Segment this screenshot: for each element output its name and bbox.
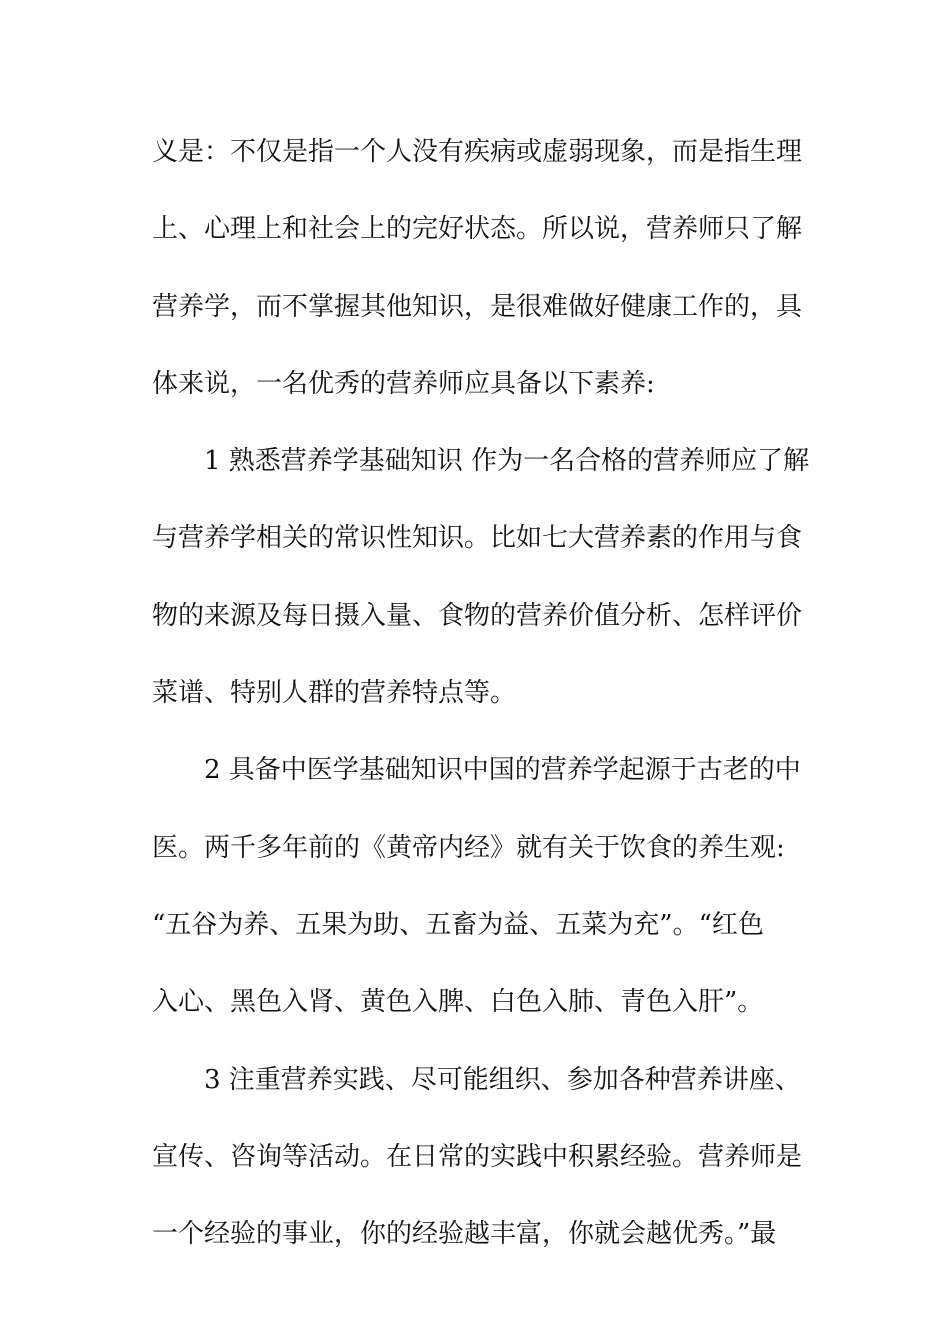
text-line: 上、心理上和社会上的完好状态。所以说，营养师只了解	[152, 214, 803, 245]
text-line: 菜谱、特别人群的营养特点等。	[152, 678, 517, 709]
text-line: 宣传、咨询等活动。在日常的实践中积累经验。营养师是	[152, 1141, 803, 1172]
body-text	[152, 124, 812, 1283]
text-line: 1 熟悉营养学基础知识 作为一名合格的营养师应了解	[204, 446, 810, 477]
text-line: 体来说，一名优秀的营养师应具备以下素养:	[152, 368, 655, 399]
text-line: 入心、黑色入肾、黄色入脾、白色入肺、青色入肝”。	[152, 987, 764, 1018]
text-line: 2 具备中医学基础知识中国的营养学起源于古老的中	[204, 755, 801, 786]
text-line: 与营养学相关的常识性知识。比如七大营养素的作用与食	[152, 523, 803, 554]
text-line: 医。两千多年前的《黄帝内经》就有关于饮食的养生观:	[152, 832, 785, 863]
text-line: 物的来源及每日摄入量、食物的营养价值分析、怎样评价	[152, 600, 803, 631]
text-line: 一个经验的事业，你的经验越丰富，你就会越优秀。”最	[152, 1219, 777, 1250]
text-line: 义是：不仅是指一个人没有疾病或虚弱现象，而是指生理	[152, 137, 803, 167]
text-line: 3 注重营养实践、尽可能组织、参加各种营养讲座、	[204, 1064, 801, 1095]
text-line: 营养学，而不掌握其他知识，是很难做好健康工作的，具	[152, 291, 803, 322]
text-line: “五谷为养、五果为助、五畜为益、五菜为充”。“红色	[152, 909, 764, 940]
